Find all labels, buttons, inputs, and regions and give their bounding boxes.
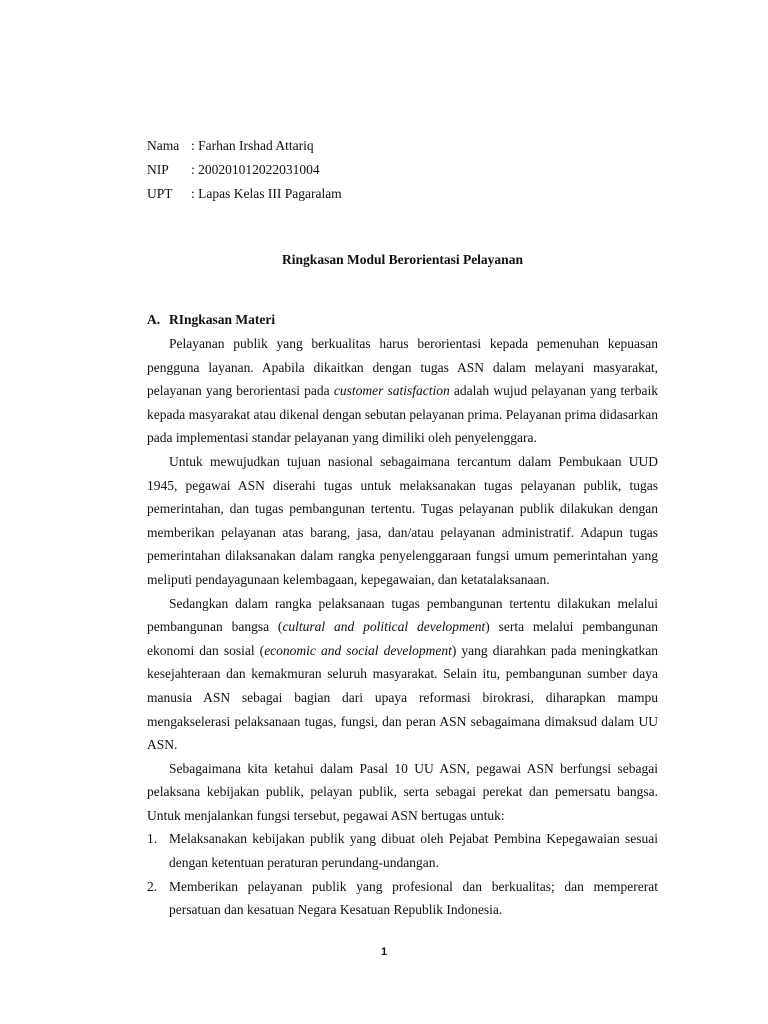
list-item-text: Memberikan pelayanan publik yang profesional dan berkualitas; dan mempererat persatuan dan kesatuan Negara Kesatuan Republik Indonesia.: [169, 878, 658, 918]
paragraph-2: Untuk mewujudkan tujuan nasional sebagaimana tercantum dalam Pembukaan UUD 1945, pegawai ASN diserahi tugas untuk melaksanakan tugas pelayanan publik, tugas pemerintahan, dan tugas pembangunan tertentu. Tugas pelayanan publik dilakukan dengan memberikan pelayanan atas barang, jasa, dan/atau pelayanan administratif. Adapun tugas pemerintahan dilaksanakan dalam rangka penyelenggaraan fungsi umum pemerintahan yang meliputi pendayagunaan kelembagaan, kepegawaian, dan ketatalaksanaan.: [147, 453, 658, 587]
section-heading: [147, 308, 658, 332]
upt-label: UPT: [147, 186, 173, 201]
paragraph-3-text-c: ) yang diarahkan pada meningkatkan kesejahteraan dan kemakmuran seluruh masyarakat. Selain itu, pembangunan sumber daya manusia ASN sebagai bagian dari upaya reformasi birokrasi, diharapkan mampu mengakselerasi pelaksanaan tugas, fungsi, dan peran ASN sebagaimana dimaksud dalam UU ASN.: [147, 642, 659, 753]
identity-row-nama: [147, 134, 658, 157]
list-item-number: 1.: [147, 831, 158, 847]
nip-label: NIP: [147, 162, 169, 177]
paragraph-1-term: customer satisfaction: [333, 383, 450, 399]
task-list: [147, 827, 658, 921]
list-item-number: 2.: [147, 878, 158, 894]
paragraph-1: [147, 332, 658, 450]
identity-row-nip: [147, 158, 658, 181]
section-letter: A.: [147, 312, 161, 327]
section-heading-text: RIngkasan Materi: [169, 312, 276, 327]
paragraph-3-text-a: Sedangkan dalam rangka pelaksanaan tugas pembangunan tertentu dilakukan melalui pembangunan bangsa (: [147, 595, 658, 635]
nama-label: Nama: [147, 138, 180, 153]
list-item: [147, 827, 658, 874]
document-title: Ringkasan Modul Berorientasi Pelayanan: [282, 252, 523, 267]
paragraph-3-text-b: ) serta melalui pembangunan ekonomi dan sosial (: [147, 619, 658, 658]
list-item-text: Melaksanakan kebijakan publik yang dibuat oleh Pejabat Pembina Kepegawaian sesuai dengan ketentuan peraturan perundang-undangan.: [169, 831, 658, 871]
paragraph-1-text-b: adalah wujud pelayanan yang terbaik kepada masyarakat atau dikenal dengan sebutan pelayanan prima. Pelayanan prima didasarkan pada implementasi standar pelayanan yang dimiliki oleh penyelenggara.: [147, 383, 659, 446]
paragraph-4: Sebagaimana kita ketahui dalam Pasal 10 UU ASN, pegawai ASN berfungsi sebagai pelaksana kebijakan publik, pelayan publik, serta sebagai perekat dan pemersatu bangsa. Untuk menjalankan fungsi tersebut, pegawai ASN bertugas untuk:: [147, 760, 658, 823]
identity-row-upt: [147, 182, 658, 205]
paragraph-3-term-1: cultural and political development: [282, 619, 486, 635]
page-number: 1: [380, 946, 388, 958]
paragraph-3-term-2: economic and social development: [264, 642, 452, 658]
paragraph-3: [147, 592, 658, 757]
list-item: [147, 875, 658, 922]
upt-value: : Lapas Kelas III Pagaralam: [191, 186, 342, 201]
nip-value: : 200201012022031004: [191, 162, 320, 177]
document-page: [147, 134, 658, 922]
nama-value: : Farhan Irshad Attariq: [191, 138, 314, 153]
paragraph-1-text-a: Pelayanan publik yang berkualitas harus berorientasi kepada pemenuhan kepuasan pengguna layanan. Apabila dikaitkan dengan tugas ASN dalam melayani masyarakat, pelayanan yang berorientasi pada: [147, 336, 658, 399]
